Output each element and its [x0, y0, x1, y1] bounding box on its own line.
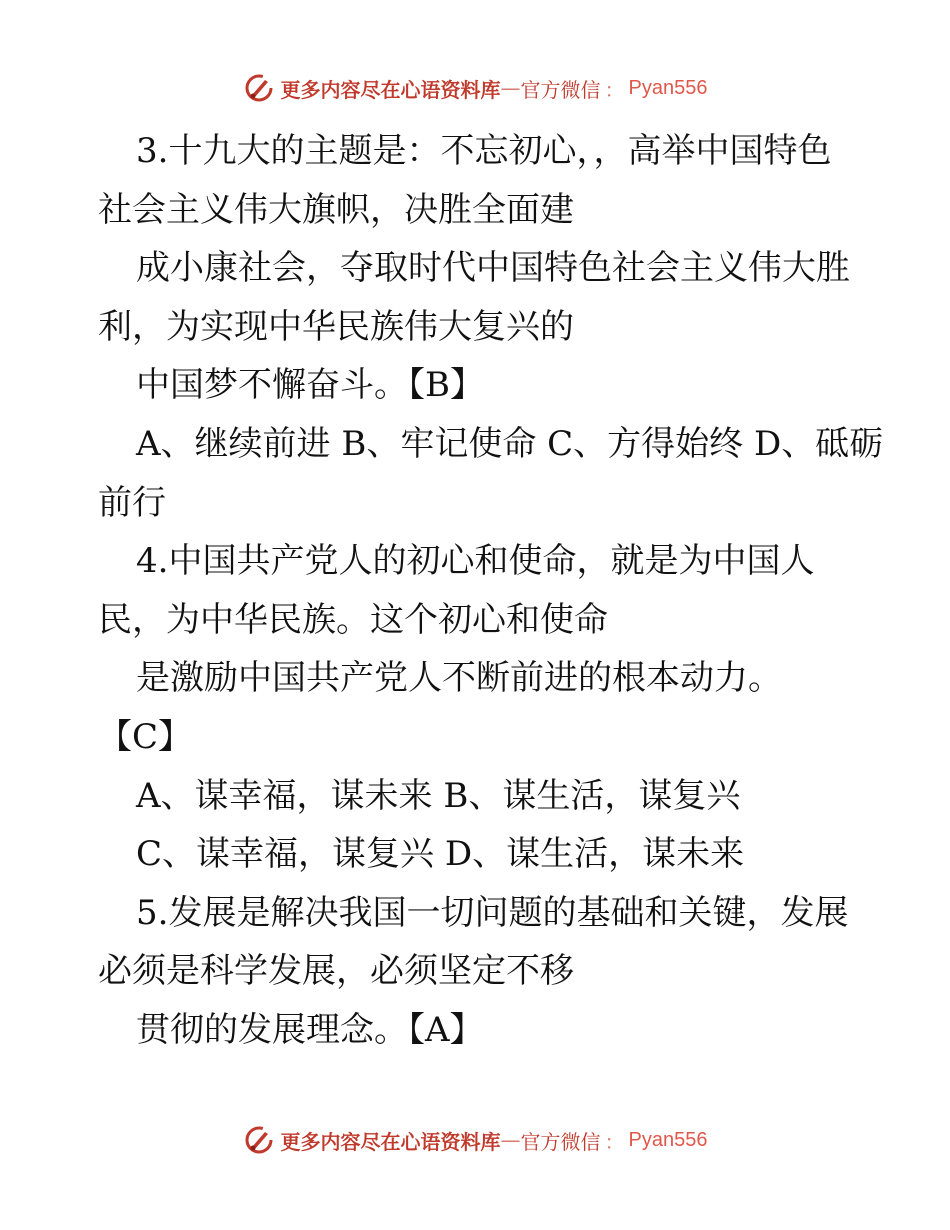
header-watermark — [0, 72, 950, 104]
text-line-q3-stem-cont2: 成小康社会，夺取时代中国特色社会主义伟大胜 — [136, 248, 850, 289]
text-line-q3-answer: 中国梦不懈奋斗。【B】 — [136, 365, 484, 406]
watermark-separator: — — [500, 1128, 521, 1152]
text-line-q3-stem: 3.十九大的主题是：不忘初心，，高举中国特色 — [136, 131, 832, 171]
text-line-q4-answer: 【C】 — [98, 716, 193, 757]
footer-watermark — [0, 1124, 950, 1156]
watermark-official-label: 官方微信 — [520, 77, 601, 102]
text-line-q4-options-cd: C、谋幸福，谋复兴 D、谋生活，谋未来 — [136, 834, 745, 875]
watermark-wechat-id: Pyan556 — [628, 76, 708, 99]
watermark-separator: — — [500, 76, 521, 100]
text-line-q3-options-cont: 前行 — [98, 482, 166, 523]
brush-circle-logo-icon — [243, 1124, 275, 1156]
watermark-official-label: 官方微信 — [520, 1129, 601, 1154]
text-line-q3-options: A、继续前进 B、牢记使命 C、方得始终 D、砥砺 — [136, 423, 884, 464]
text-line-q3-stem-cont3: 利，为实现中华民族伟大复兴的 — [98, 306, 574, 347]
text-line-q4-options-ab: A、谋幸福，谋未来 B、谋生活，谋复兴 — [136, 775, 741, 816]
text-line-q5-stem: 5.发展是解决我国一切问题的基础和关键，发展 — [136, 892, 849, 933]
text-line-q3-stem-cont: 社会主义伟大旗帜，决胜全面建 — [98, 189, 574, 230]
text-line-q4-stem: 4.中国共产党人的初心和使命，就是为中国人 — [136, 541, 815, 582]
text-line-q5-answer: 贯彻的发展理念。【A】 — [136, 1009, 484, 1050]
watermark-colon: ： — [604, 1129, 625, 1154]
watermark-main-text: 更多内容尽在心语资料库 — [280, 1129, 501, 1154]
text-line-q4-stem-cont2: 是激励中国共产党人不断前进的根本动力。 — [136, 658, 782, 699]
text-line-q5-stem-cont: 必须是科学发展，必须坚定不移 — [98, 951, 574, 992]
watermark-colon: ： — [604, 77, 625, 102]
text-line-q4-stem-cont: 民，为中华民族。这个初心和使命 — [98, 599, 608, 640]
watermark-main-text: 更多内容尽在心语资料库 — [280, 77, 501, 102]
brush-circle-logo-icon — [243, 72, 275, 104]
document-body — [98, 122, 884, 1060]
watermark-wechat-id: Pyan556 — [628, 1128, 708, 1151]
